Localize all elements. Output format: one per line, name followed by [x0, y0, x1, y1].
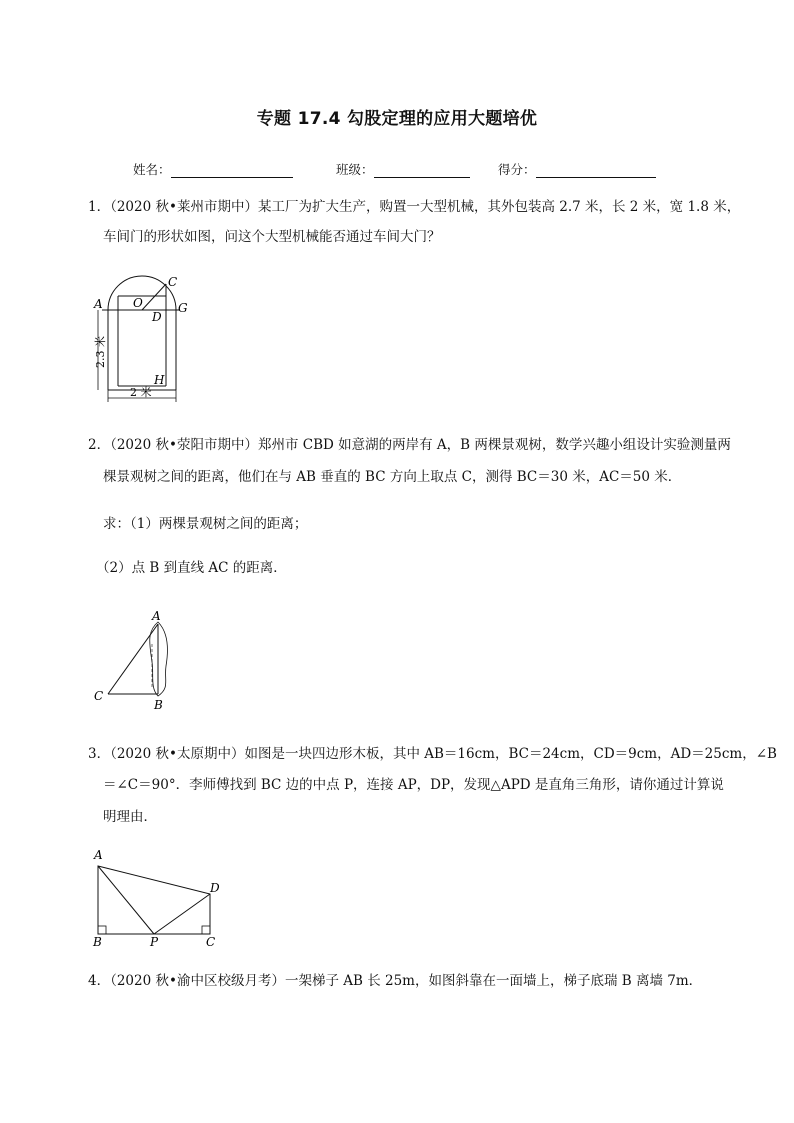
- q1-label-c: C: [168, 275, 178, 289]
- q1-line1: 1．（2020 秋•莱州市期中）某工厂为扩大生产，购置一大型机械，其外包装高 2.7 米，长 2 米，宽 1.8 米，: [88, 199, 741, 215]
- q1-label-a: A: [94, 297, 103, 311]
- q3-label-b: B: [93, 935, 102, 949]
- class-field: [336, 160, 470, 178]
- q2-label-c: C: [94, 689, 104, 703]
- score-label: 得分：: [498, 162, 536, 177]
- name-field: [133, 160, 293, 178]
- q3-figure: [88, 846, 228, 950]
- q2-line2: 棵景观树之间的距离，他们在与 AB 垂直的 BC 方向上取点 C，测得 BC＝30 米，AC＝50 米．: [103, 469, 682, 485]
- score-field: [498, 160, 656, 178]
- q1-line2: 车间门的形状如图，问这个大型机械能否通过车间大门？: [103, 229, 441, 245]
- class-blank: [374, 163, 470, 178]
- q4-line1: 4．（2020 秋•渝中区校级月考）一架梯子 AB 长 25m，如图斜靠在一面墙上，梯子底瑞 B 离墙 7m．: [88, 973, 703, 989]
- q3-label-p: P: [150, 935, 159, 949]
- q1-label-o: O: [133, 296, 143, 310]
- score-blank: [536, 163, 656, 178]
- q3-line3: 明理由．: [103, 809, 157, 825]
- q1-label-d: D: [152, 310, 162, 324]
- q2-sub1: 求：（1）两棵景观树之间的距离；: [103, 516, 308, 532]
- q1-label-g: G: [178, 301, 188, 315]
- q2-label-b: B: [154, 698, 163, 712]
- name-blank: [171, 163, 293, 178]
- q3-line2: ＝∠C＝90°．李师傅找到 BC 边的中点 P，连接 AP，DP，发现△APD 是直角三角形，请你通过计算说: [103, 777, 724, 793]
- q2-sub2: （2）点 B 到直线 AC 的距离．: [96, 560, 287, 576]
- q1-label-h: H: [154, 373, 165, 387]
- q2-figure: [88, 604, 188, 714]
- q2-line1: 2．（2020 秋•荥阳市期中）郑州市 CBD 如意湖的两岸有 A，B 两棵景观树，数学兴趣小组设计实验测量两: [88, 437, 731, 453]
- q3-label-c: C: [206, 935, 216, 949]
- q1-width-label: 2 米: [130, 386, 152, 399]
- q3-label-d: D: [210, 881, 220, 895]
- q3-line1: 3．（2020 秋•太原期中）如图是一块四边形木板，其中 AB＝16cm，BC＝24cm，CD＝9cm，AD＝25cm，∠B: [88, 746, 777, 762]
- q1-figure: [88, 270, 198, 410]
- page-title: 专题 17.4 勾股定理的应用大题培优: [256, 109, 538, 129]
- q1-height-label: 2.3 米: [94, 336, 107, 368]
- name-label: 姓名：: [133, 162, 171, 177]
- q3-label-a: A: [94, 848, 103, 862]
- class-label: 班级：: [336, 162, 374, 177]
- q2-label-a: A: [152, 609, 161, 623]
